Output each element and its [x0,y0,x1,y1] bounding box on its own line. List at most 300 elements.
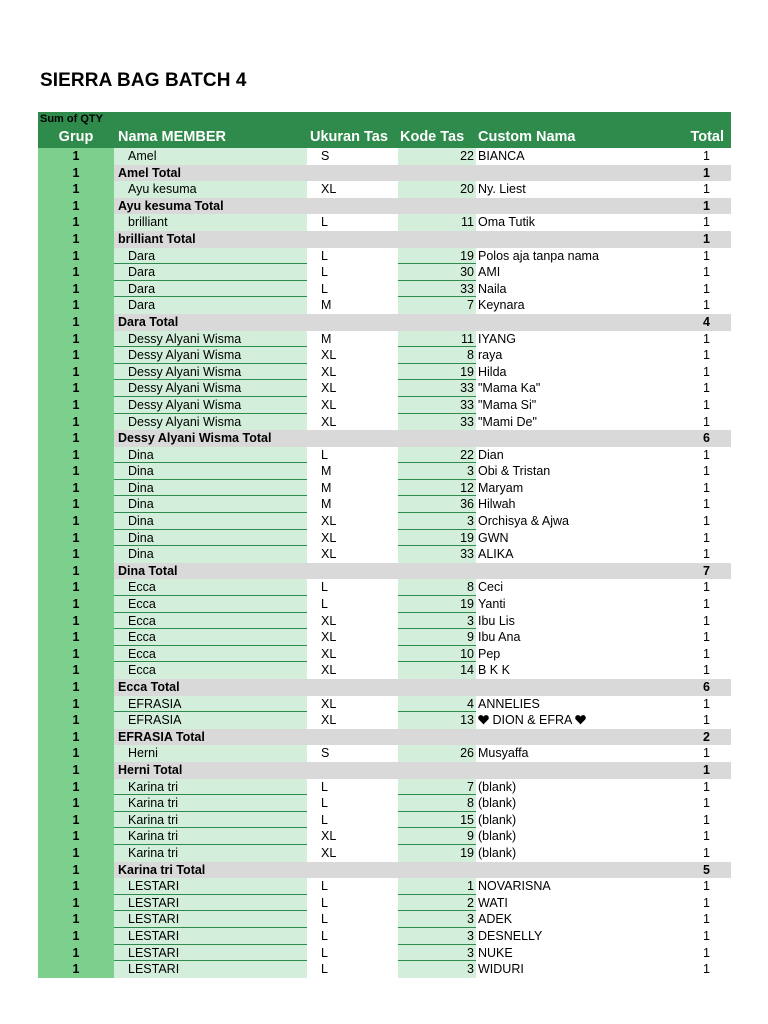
kode-cell[interactable]: 30 [398,264,476,281]
nama-member-cell[interactable]: Dara [114,281,307,298]
grup-cell[interactable]: 1 [38,297,114,314]
ukuran-cell[interactable]: L [321,945,328,960]
subtotal-label-cell[interactable]: Ayu kesuma Total [114,198,307,215]
grup-cell[interactable]: 1 [38,513,114,530]
total-cell[interactable]: 1 [703,215,710,230]
nama-member-cell[interactable]: Dessy Alyani Wisma [114,364,307,381]
col-header-custom-nama[interactable]: Custom Nama [478,129,576,145]
total-cell[interactable]: 1 [703,796,710,811]
total-cell[interactable]: 1 [703,414,710,429]
kode-cell[interactable]: 36 [398,496,476,513]
total-cell[interactable]: 1 [703,248,710,263]
nama-member-cell[interactable]: Karina tri [114,812,307,829]
total-cell[interactable]: 1 [703,895,710,910]
grup-cell[interactable]: 1 [38,812,114,829]
total-cell[interactable]: 1 [703,381,710,396]
ukuran-cell[interactable]: XL [321,845,337,860]
nama-member-cell[interactable]: LESTARI [114,945,307,962]
ukuran-cell[interactable]: XL [321,630,337,645]
custom-cell[interactable]: DESNELLY [478,928,543,943]
total-cell[interactable]: 1 [676,165,731,182]
grup-cell[interactable]: 1 [38,264,114,281]
grup-cell[interactable]: 1 [38,480,114,497]
kode-cell[interactable]: 8 [398,347,476,364]
kode-cell[interactable]: 7 [398,779,476,796]
ukuran-cell[interactable]: XL [321,514,337,529]
nama-member-cell[interactable]: Dina [114,447,307,464]
custom-cell[interactable] [476,729,676,746]
total-cell[interactable]: 4 [676,314,731,331]
nama-member-cell[interactable]: EFRASIA [114,696,307,713]
custom-cell[interactable]: WATI [478,895,508,910]
grup-cell[interactable]: 1 [38,911,114,928]
col-header-grup[interactable]: Grup [58,129,94,145]
total-cell[interactable]: 1 [703,829,710,844]
ukuran-cell[interactable]: XL [321,663,337,678]
subtotal-label-cell[interactable]: Karina tri Total [114,862,307,879]
kode-cell[interactable]: 19 [398,364,476,381]
kode-cell[interactable]: 33 [398,380,476,397]
kode-cell[interactable]: 4 [398,696,476,713]
custom-cell[interactable] [476,165,676,182]
custom-cell[interactable]: Maryam [478,480,524,495]
ukuran-cell[interactable]: L [321,912,328,927]
col-header-total[interactable]: Total [690,129,724,145]
grup-cell[interactable]: 1 [38,878,114,895]
custom-cell[interactable]: "Mama Ka" [478,381,541,396]
custom-cell[interactable]: Naila [478,281,507,296]
custom-cell[interactable]: Musyaffa [478,746,529,761]
ukuran-cell[interactable]: XL [321,829,337,844]
nama-member-cell[interactable]: Ayu kesuma [114,181,307,198]
kode-cell[interactable]: 22 [398,447,476,464]
nama-member-cell[interactable]: Ecca [114,646,307,663]
kode-cell[interactable]: 19 [398,530,476,547]
ukuran-cell[interactable]: XL [321,547,337,562]
total-cell[interactable]: 1 [703,928,710,943]
ukuran-cell[interactable]: M [321,331,332,346]
kode-cell[interactable]: 26 [398,745,476,762]
ukuran-cell[interactable]: XL [321,397,337,412]
kode-cell[interactable]: 3 [398,928,476,945]
custom-cell[interactable]: "Mami De" [478,414,537,429]
custom-cell[interactable]: (blank) [478,779,517,794]
nama-member-cell[interactable]: Dina [114,513,307,530]
custom-cell[interactable]: AMI [478,265,501,280]
nama-member-cell[interactable]: Dessy Alyani Wisma [114,380,307,397]
total-cell[interactable]: 1 [703,597,710,612]
ukuran-cell[interactable]: M [321,497,332,512]
grup-cell[interactable]: 1 [38,214,114,231]
custom-cell[interactable]: WIDURI [478,962,524,977]
custom-cell[interactable]: (blank) [478,845,517,860]
kode-cell[interactable] [398,198,476,215]
ukuran-cell[interactable] [307,430,398,447]
nama-member-cell[interactable]: Herni [114,745,307,762]
ukuran-cell[interactable]: L [321,447,328,462]
custom-cell[interactable]: Yanti [478,597,506,612]
ukuran-cell[interactable]: L [321,597,328,612]
custom-cell[interactable]: ANNELIES [478,696,540,711]
grup-cell[interactable]: 1 [38,729,114,746]
nama-member-cell[interactable]: Dara [114,264,307,281]
kode-cell[interactable]: 8 [398,579,476,596]
ukuran-cell[interactable]: XL [321,182,337,197]
grup-cell[interactable]: 1 [38,430,114,447]
grup-cell[interactable]: 1 [38,828,114,845]
kode-cell[interactable]: 7 [398,297,476,314]
ukuran-cell[interactable]: XL [321,348,337,363]
ukuran-cell[interactable] [307,729,398,746]
subtotal-label-cell[interactable]: brilliant Total [114,231,307,248]
custom-cell[interactable]: Ibu Lis [478,613,515,628]
total-cell[interactable]: 1 [676,231,731,248]
grup-cell[interactable]: 1 [38,563,114,580]
subtotal-label-cell[interactable]: Herni Total [114,762,307,779]
grup-cell[interactable]: 1 [38,928,114,945]
custom-cell[interactable]: Oma Tutik [478,215,535,230]
grup-cell[interactable]: 1 [38,165,114,182]
nama-member-cell[interactable]: Dara [114,248,307,265]
nama-member-cell[interactable]: Ecca [114,613,307,630]
ukuran-cell[interactable]: L [321,779,328,794]
ukuran-cell[interactable] [307,165,398,182]
custom-cell[interactable]: Obi & Tristan [478,464,551,479]
total-cell[interactable]: 1 [703,364,710,379]
grup-cell[interactable]: 1 [38,961,114,978]
kode-cell[interactable] [398,430,476,447]
kode-cell[interactable]: 3 [398,961,476,978]
grup-cell[interactable]: 1 [38,895,114,912]
nama-member-cell[interactable]: Ecca [114,662,307,679]
total-cell[interactable]: 1 [676,762,731,779]
grup-cell[interactable]: 1 [38,779,114,796]
nama-member-cell[interactable]: Dina [114,546,307,563]
grup-cell[interactable]: 1 [38,380,114,397]
kode-cell[interactable]: 13 [398,712,476,729]
nama-member-cell[interactable]: Dina [114,463,307,480]
total-cell[interactable]: 6 [676,430,731,447]
grup-cell[interactable]: 1 [38,546,114,563]
grup-cell[interactable]: 1 [38,281,114,298]
kode-cell[interactable]: 33 [398,414,476,431]
custom-cell[interactable]: GWN [478,530,509,545]
total-cell[interactable]: 1 [703,912,710,927]
ukuran-cell[interactable]: M [321,480,332,495]
subtotal-label-cell[interactable]: Ecca Total [114,679,307,696]
grup-cell[interactable]: 1 [38,314,114,331]
custom-cell[interactable] [476,430,676,447]
grup-cell[interactable]: 1 [38,945,114,962]
kode-cell[interactable]: 12 [398,480,476,497]
total-cell[interactable]: 1 [703,480,710,495]
col-header-kode-tas[interactable]: Kode Tas [400,129,465,145]
kode-cell[interactable]: 11 [398,331,476,348]
total-cell[interactable]: 1 [703,580,710,595]
ukuran-cell[interactable]: L [321,281,328,296]
kode-cell[interactable]: 9 [398,629,476,646]
custom-cell[interactable]: Hilda [478,364,507,379]
total-cell[interactable]: 1 [703,397,710,412]
grup-cell[interactable]: 1 [38,331,114,348]
grup-cell[interactable]: 1 [38,712,114,729]
grup-cell[interactable]: 1 [38,231,114,248]
nama-member-cell[interactable]: Amel [114,148,307,165]
custom-cell[interactable]: Pep [478,646,501,661]
custom-cell[interactable] [476,762,676,779]
custom-cell[interactable]: BIANCA [478,149,525,163]
kode-cell[interactable]: 19 [398,596,476,613]
subtotal-label-cell[interactable]: Dara Total [114,314,307,331]
custom-cell[interactable] [476,314,676,331]
nama-member-cell[interactable]: Dessy Alyani Wisma [114,397,307,414]
total-cell[interactable]: 1 [703,530,710,545]
kode-cell[interactable] [398,762,476,779]
custom-cell[interactable]: Ceci [478,580,504,595]
total-cell[interactable]: 1 [703,746,710,761]
custom-cell[interactable] [476,712,676,729]
ukuran-cell[interactable] [307,314,398,331]
total-cell[interactable]: 1 [703,630,710,645]
custom-cell[interactable] [476,862,676,879]
grup-cell[interactable]: 1 [38,613,114,630]
custom-cell[interactable]: (blank) [478,812,517,827]
nama-member-cell[interactable]: brilliant [114,214,307,231]
col-header-ukuran-tas[interactable]: Ukuran Tas [310,129,388,145]
nama-member-cell[interactable]: LESTARI [114,878,307,895]
kode-cell[interactable]: 3 [398,613,476,630]
custom-cell[interactable]: (blank) [478,829,517,844]
custom-cell[interactable]: NUKE [478,945,513,960]
kode-cell[interactable]: 20 [398,181,476,198]
custom-cell[interactable]: Dian [478,447,504,462]
grup-cell[interactable]: 1 [38,745,114,762]
ukuran-cell[interactable]: M [321,298,332,313]
subtotal-label-cell[interactable]: Amel Total [114,165,307,182]
total-cell[interactable]: 1 [703,663,710,678]
kode-cell[interactable]: 14 [398,662,476,679]
ukuran-cell[interactable]: XL [321,713,337,728]
ukuran-cell[interactable]: XL [321,530,337,545]
ukuran-cell[interactable]: L [321,215,328,230]
ukuran-cell[interactable]: XL [321,646,337,661]
grup-cell[interactable]: 1 [38,397,114,414]
nama-member-cell[interactable]: LESTARI [114,895,307,912]
kode-cell[interactable]: 3 [398,463,476,480]
grup-cell[interactable]: 1 [38,530,114,547]
kode-cell[interactable]: 11 [398,214,476,231]
nama-member-cell[interactable]: Dessy Alyani Wisma [114,414,307,431]
grup-cell[interactable]: 1 [38,198,114,215]
ukuran-cell[interactable] [307,862,398,879]
custom-cell[interactable]: Hilwah [478,497,516,512]
grup-cell[interactable]: 1 [38,762,114,779]
nama-member-cell[interactable]: Karina tri [114,779,307,796]
custom-cell[interactable] [476,198,676,215]
kode-cell[interactable]: 1 [398,878,476,895]
custom-cell[interactable]: NOVARISNA [478,879,551,894]
custom-cell[interactable]: Ibu Ana [478,630,521,645]
grup-cell[interactable]: 1 [38,795,114,812]
kode-cell[interactable]: 8 [398,795,476,812]
nama-member-cell[interactable]: LESTARI [114,961,307,978]
custom-cell[interactable]: raya [478,348,503,363]
nama-member-cell[interactable]: Karina tri [114,845,307,862]
kode-cell[interactable] [398,165,476,182]
grup-cell[interactable]: 1 [38,347,114,364]
ukuran-cell[interactable]: L [321,796,328,811]
grup-cell[interactable]: 1 [38,679,114,696]
ukuran-cell[interactable] [307,762,398,779]
total-cell[interactable]: 2 [676,729,731,746]
grup-cell[interactable]: 1 [38,463,114,480]
kode-cell[interactable]: 22 [398,148,476,165]
total-cell[interactable]: 1 [703,149,710,163]
total-cell[interactable]: 1 [703,812,710,827]
ukuran-cell[interactable]: XL [321,381,337,396]
grup-cell[interactable]: 1 [38,181,114,198]
total-cell[interactable]: 1 [703,281,710,296]
ukuran-cell[interactable]: XL [321,414,337,429]
total-cell[interactable]: 1 [703,845,710,860]
grup-cell[interactable]: 1 [38,579,114,596]
total-cell[interactable]: 1 [703,514,710,529]
ukuran-cell[interactable]: L [321,962,328,977]
custom-cell[interactable]: (blank) [478,796,517,811]
total-cell[interactable]: 1 [703,779,710,794]
total-cell[interactable]: 1 [703,613,710,628]
custom-cell[interactable]: IYANG [478,331,516,346]
custom-cell[interactable] [476,231,676,248]
grup-cell[interactable]: 1 [38,646,114,663]
ukuran-cell[interactable]: M [321,464,332,479]
grup-cell[interactable]: 1 [38,862,114,879]
subtotal-label-cell[interactable]: Dina Total [114,563,307,580]
nama-member-cell[interactable]: EFRASIA [114,712,307,729]
ukuran-cell[interactable]: L [321,928,328,943]
nama-member-cell[interactable]: LESTARI [114,928,307,945]
ukuran-cell[interactable]: S [321,149,330,163]
grup-cell[interactable]: 1 [38,596,114,613]
grup-cell[interactable]: 1 [38,148,114,165]
kode-cell[interactable] [398,231,476,248]
total-cell[interactable]: 1 [703,298,710,313]
total-cell[interactable]: 1 [703,447,710,462]
grup-cell[interactable]: 1 [38,696,114,713]
total-cell[interactable]: 5 [676,862,731,879]
nama-member-cell[interactable]: Dina [114,480,307,497]
total-cell[interactable]: 1 [703,497,710,512]
total-cell[interactable]: 1 [703,713,710,728]
custom-cell[interactable]: "Mama Si" [478,397,537,412]
kode-cell[interactable] [398,679,476,696]
kode-cell[interactable] [398,862,476,879]
ukuran-cell[interactable] [307,563,398,580]
grup-cell[interactable]: 1 [38,845,114,862]
custom-cell[interactable]: Keynara [478,298,525,313]
ukuran-cell[interactable]: XL [321,364,337,379]
ukuran-cell[interactable]: L [321,879,328,894]
total-cell[interactable]: 1 [703,646,710,661]
grup-cell[interactable]: 1 [38,629,114,646]
grup-cell[interactable]: 1 [38,364,114,381]
ukuran-cell[interactable]: L [321,265,328,280]
subtotal-label-cell[interactable]: Dessy Alyani Wisma Total [114,430,307,447]
total-cell[interactable]: 1 [703,464,710,479]
total-cell[interactable]: 1 [703,331,710,346]
ukuran-cell[interactable] [307,679,398,696]
custom-cell[interactable]: ADEK [478,912,513,927]
kode-cell[interactable]: 19 [398,248,476,265]
ukuran-cell[interactable]: L [321,580,328,595]
kode-cell[interactable]: 33 [398,281,476,298]
nama-member-cell[interactable]: Dina [114,530,307,547]
grup-cell[interactable]: 1 [38,447,114,464]
ukuran-cell[interactable]: XL [321,696,337,711]
kode-cell[interactable]: 10 [398,646,476,663]
col-header-nama-member[interactable]: Nama MEMBER [118,129,226,145]
kode-cell[interactable]: 33 [398,546,476,563]
kode-cell[interactable]: 3 [398,945,476,962]
kode-cell[interactable]: 9 [398,828,476,845]
total-cell[interactable]: 6 [676,679,731,696]
ukuran-cell[interactable]: L [321,895,328,910]
kode-cell[interactable]: 3 [398,911,476,928]
ukuran-cell[interactable]: L [321,812,328,827]
kode-cell[interactable] [398,729,476,746]
kode-cell[interactable] [398,563,476,580]
custom-cell[interactable]: Ny. Liest [478,182,526,197]
nama-member-cell[interactable]: Ecca [114,596,307,613]
total-cell[interactable]: 1 [676,198,731,215]
nama-member-cell[interactable]: Ecca [114,629,307,646]
total-cell[interactable]: 1 [703,962,710,977]
custom-cell[interactable]: B K K [478,663,510,678]
grup-cell[interactable]: 1 [38,248,114,265]
kode-cell[interactable]: 3 [398,513,476,530]
subtotal-label-cell[interactable]: EFRASIA Total [114,729,307,746]
total-cell[interactable]: 1 [703,945,710,960]
nama-member-cell[interactable]: Dara [114,297,307,314]
kode-cell[interactable]: 33 [398,397,476,414]
nama-member-cell[interactable]: Ecca [114,579,307,596]
total-cell[interactable]: 1 [703,547,710,562]
nama-member-cell[interactable]: Dessy Alyani Wisma [114,347,307,364]
custom-cell[interactable] [476,679,676,696]
grup-cell[interactable]: 1 [38,496,114,513]
kode-cell[interactable] [398,314,476,331]
custom-cell[interactable] [476,563,676,580]
total-cell[interactable]: 1 [703,182,710,197]
ukuran-cell[interactable]: L [321,248,328,263]
kode-cell[interactable]: 19 [398,845,476,862]
nama-member-cell[interactable]: Dessy Alyani Wisma [114,331,307,348]
grup-cell[interactable]: 1 [38,414,114,431]
total-cell[interactable]: 1 [703,879,710,894]
total-cell[interactable]: 1 [703,696,710,711]
grup-cell[interactable]: 1 [38,662,114,679]
total-cell[interactable]: 7 [676,563,731,580]
nama-member-cell[interactable]: Karina tri [114,828,307,845]
ukuran-cell[interactable]: S [321,746,330,761]
total-cell[interactable]: 1 [703,348,710,363]
kode-cell[interactable]: 15 [398,812,476,829]
total-cell[interactable]: 1 [703,265,710,280]
nama-member-cell[interactable]: Karina tri [114,795,307,812]
nama-member-cell[interactable]: LESTARI [114,911,307,928]
ukuran-cell[interactable]: XL [321,613,337,628]
ukuran-cell[interactable] [307,231,398,248]
